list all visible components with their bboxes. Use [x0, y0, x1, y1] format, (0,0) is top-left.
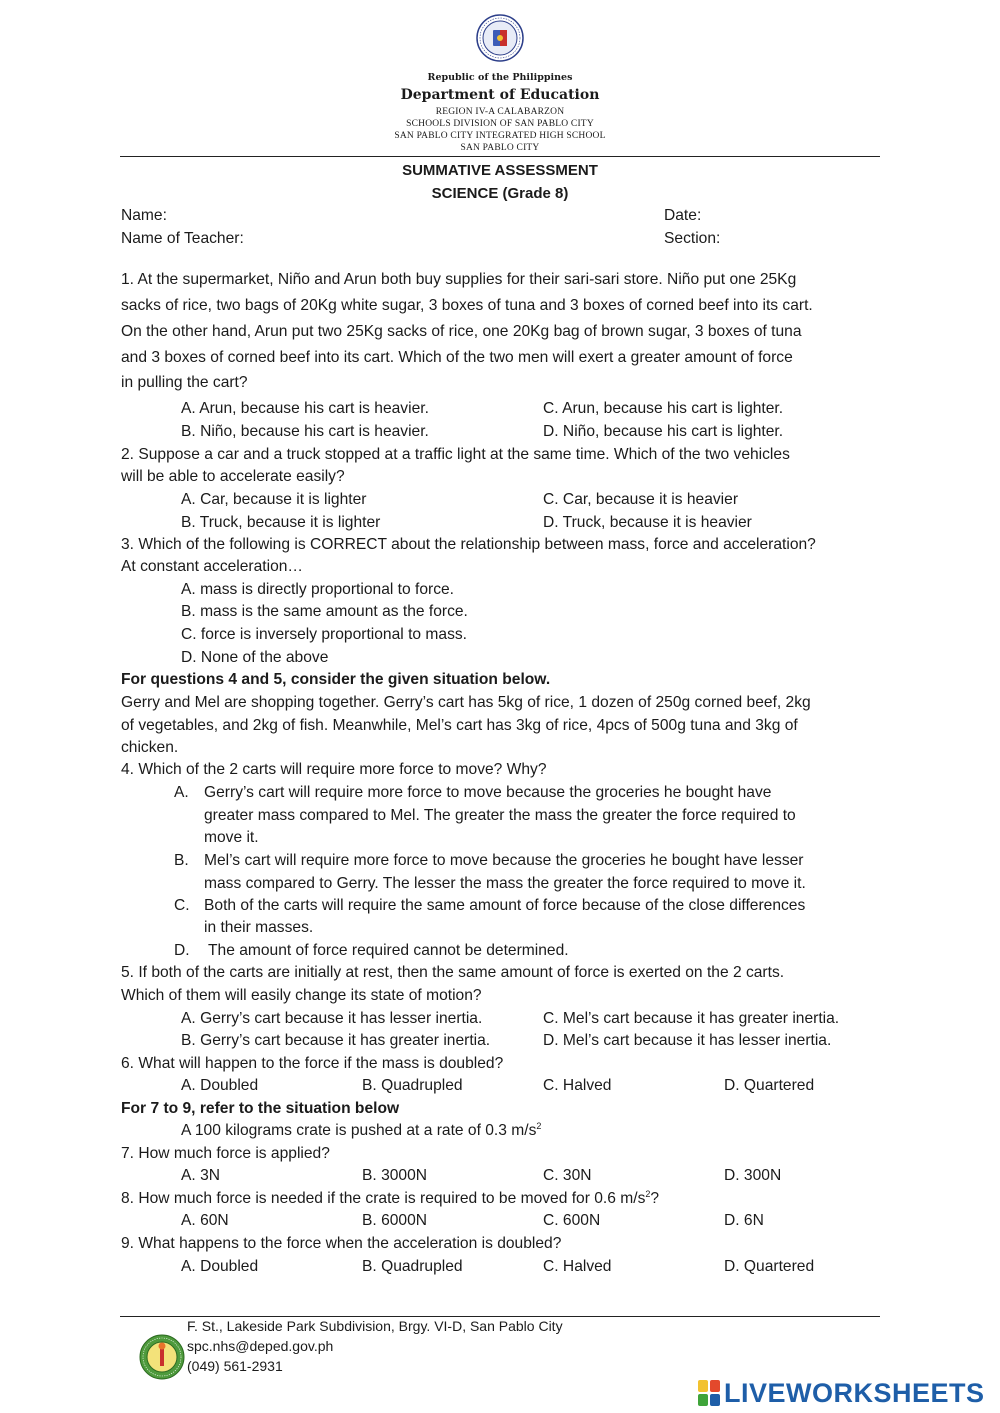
q8-option-c: C. 600N	[543, 1212, 601, 1229]
teacher-field-label: Name of Teacher:	[121, 230, 244, 247]
footer-phone: (049) 561-2931	[187, 1358, 283, 1374]
footer-email: spc.nhs@deped.gov.ph	[187, 1338, 334, 1354]
situation-4-5-heading: For questions 4 and 5, consider the given situation below.	[121, 671, 551, 688]
superscript: 2	[536, 1120, 542, 1131]
q4-option-b-line: Mel’s cart will require more force to move because the groceries he bought have lesser	[204, 852, 804, 869]
liveworksheets-watermark	[698, 1378, 985, 1408]
date-field-label: Date:	[664, 207, 702, 224]
q2-option-b: B. Truck, because it is lighter	[181, 514, 381, 531]
q1-stem-line: in pulling the cart?	[121, 374, 248, 391]
q3-option-a: A. mass is directly proportional to force.	[181, 581, 454, 598]
school-line: SAN PABLO CITY INTEGRATED HIGH SCHOOL	[394, 131, 606, 141]
q3-stem-line: 3. Which of the following is CORRECT about the relationship between mass, force and acceleration?	[121, 536, 816, 553]
q1-stem-line: and 3 boxes of corned beef into its cart. Which of the two men will exert a greater amount of force	[121, 349, 793, 366]
q2-option-a: A. Car, because it is lighter	[181, 491, 367, 508]
department-line: Department of Education	[400, 87, 600, 103]
q3-option-c: C. force is inversely proportional to mass.	[181, 626, 467, 643]
q7-option-d: D. 300N	[724, 1167, 782, 1184]
q1-option-c: C. Arun, because his cart is lighter.	[543, 400, 784, 417]
q4-option-c-letter: C.	[174, 897, 190, 914]
q2-stem-line: will be able to accelerate easily?	[121, 468, 345, 485]
superscript: 2	[645, 1188, 651, 1199]
school-logo-icon	[139, 1334, 185, 1380]
situation-7-9-heading: For 7 to 9, refer to the situation below	[121, 1100, 400, 1117]
q5-option-c: C. Mel’s cart because it has greater inertia.	[543, 1010, 840, 1027]
q1-stem-line: On the other hand, Arun put two 25Kg sacks of rice, one 20Kg bag of brown sugar, 3 boxes of tuna	[121, 323, 802, 340]
q4-option-b-letter: B.	[174, 852, 189, 869]
q6-stem: 6. What will happen to the force if the mass is doubled?	[121, 1055, 504, 1072]
q3-stem-line: At constant acceleration…	[121, 558, 304, 575]
q9-stem: 9. What happens to the force when the acceleration is doubled?	[121, 1235, 562, 1252]
q4-option-a-letter: A.	[174, 784, 189, 801]
q7-option-a: A. 3N	[181, 1167, 220, 1184]
header-divider	[120, 156, 880, 157]
q6-option-b: B. Quadrupled	[362, 1077, 463, 1094]
q8-stem: 8. How much force is needed if the crate is required to be moved for 0.6 $m/s^2$?	[121, 1188, 660, 1207]
q1-option-d: D. Niño, because his cart is lighter.	[543, 423, 784, 440]
q1-stem-line: 1. At the supermarket, Niño and Arun both buy supplies for their sari-sari store. Niño put one 25Kg	[121, 271, 797, 288]
footer-divider	[120, 1316, 880, 1317]
q4-option-a-line: Gerry’s cart will require more force to move because the groceries he bought have	[204, 784, 772, 801]
division-line: SCHOOLS DIVISION OF SAN PABLO CITY	[406, 119, 594, 129]
q4-option-d: The amount of force required cannot be determined.	[208, 942, 569, 959]
q9-option-c: C. Halved	[543, 1258, 612, 1275]
q9-option-b: B. Quadrupled	[362, 1258, 463, 1275]
q3-option-d: D. None of the above	[181, 649, 329, 666]
situation-7-9-text: A 100 kilograms crate is pushed at a rate of 0.3 $m/s^2$	[181, 1120, 542, 1139]
q3-option-b: B. mass is the same amount as the force.	[181, 603, 468, 620]
q5-option-d: D. Mel’s cart because it has lesser inertia.	[543, 1032, 832, 1049]
liveworksheets-text: LIVEWORKSHEETS	[724, 1377, 985, 1408]
situation-4-5-text: Gerry and Mel are shopping together. Gerry’s cart has 5kg of rice, 1 dozen of 250g corned beef, 2kg	[121, 694, 811, 711]
q4-option-b-line: mass compared to Gerry. The lesser the mass the greater the force required to move it.	[204, 875, 806, 892]
q5-option-a: A. Gerry’s cart because it has lesser inertia.	[181, 1010, 483, 1027]
footer-address: F. St., Lakeside Park Subdivision, Brgy. VI-D, San Pablo City	[187, 1318, 563, 1334]
section-field-label: Section:	[664, 230, 721, 247]
region-line: REGION IV-A CALABARZON	[435, 107, 565, 117]
situation-4-5-text: chicken.	[121, 739, 179, 756]
q1-option-b: B. Niño, because his cart is heavier.	[181, 423, 429, 440]
q4-option-a-line: greater mass compared to Mel. The greater the mass the greater the force required to	[204, 807, 796, 824]
city-line: SAN PABLO CITY	[460, 143, 540, 153]
q2-option-d: D. Truck, because it is heavier	[543, 514, 752, 531]
q9-option-a: A. Doubled	[181, 1258, 259, 1275]
q4-option-c-line: Both of the carts will require the same amount of force because of the close differences	[204, 897, 806, 914]
q8-option-b: B. 6000N	[362, 1212, 428, 1229]
q5-stem-line: Which of them will easily change its state of motion?	[121, 987, 482, 1004]
q4-option-d-letter: D.	[174, 942, 190, 959]
q4-stem: 4. Which of the 2 carts will require more force to move? Why?	[121, 761, 547, 778]
q6-option-d: D. Quartered	[724, 1077, 815, 1094]
q6-option-a: A. Doubled	[181, 1077, 259, 1094]
q9-option-d: D. Quartered	[724, 1258, 815, 1275]
deped-seal-icon	[476, 14, 524, 62]
q4-option-c-line: in their masses.	[204, 919, 314, 936]
name-field-label: Name:	[121, 207, 167, 224]
q5-option-b: B. Gerry’s cart because it has greater inertia.	[181, 1032, 491, 1049]
q7-stem: 7. How much force is applied?	[121, 1145, 330, 1162]
page-subtitle: SCIENCE (Grade 8)	[431, 185, 569, 202]
situation-4-5-text: of vegetables, and 2kg of fish. Meanwhile, Mel’s cart has 3kg of rice, 4pcs of 500g tuna and 3kg of	[121, 717, 798, 734]
q6-option-c: C. Halved	[543, 1077, 612, 1094]
q7-option-c: C. 30N	[543, 1167, 592, 1184]
q8-option-d: D. 6N	[724, 1212, 764, 1229]
q2-option-c: C. Car, because it is heavier	[543, 491, 739, 508]
q8-option-a: A. 60N	[181, 1212, 229, 1229]
q4-option-a-line: move it.	[204, 829, 259, 846]
q2-stem-line: 2. Suppose a car and a truck stopped at a traffic light at the same time. Which of the two vehicles	[121, 446, 790, 463]
republic-line: Republic of the Philippines	[427, 72, 573, 83]
q5-stem-line: 5. If both of the carts are initially at rest, then the same amount of force is exerted on the 2 carts.	[121, 964, 785, 981]
page-title: SUMMATIVE ASSESSMENT	[402, 162, 598, 179]
q7-option-b: B. 3000N	[362, 1167, 428, 1184]
q1-option-a: A. Arun, because his cart is heavier.	[181, 400, 429, 417]
liveworksheets-logo-icon	[698, 1380, 720, 1406]
q1-stem-line: sacks of rice, two bags of 20Kg white sugar, 3 boxes of tuna and 3 boxes of corned beef into its cart.	[121, 297, 813, 314]
